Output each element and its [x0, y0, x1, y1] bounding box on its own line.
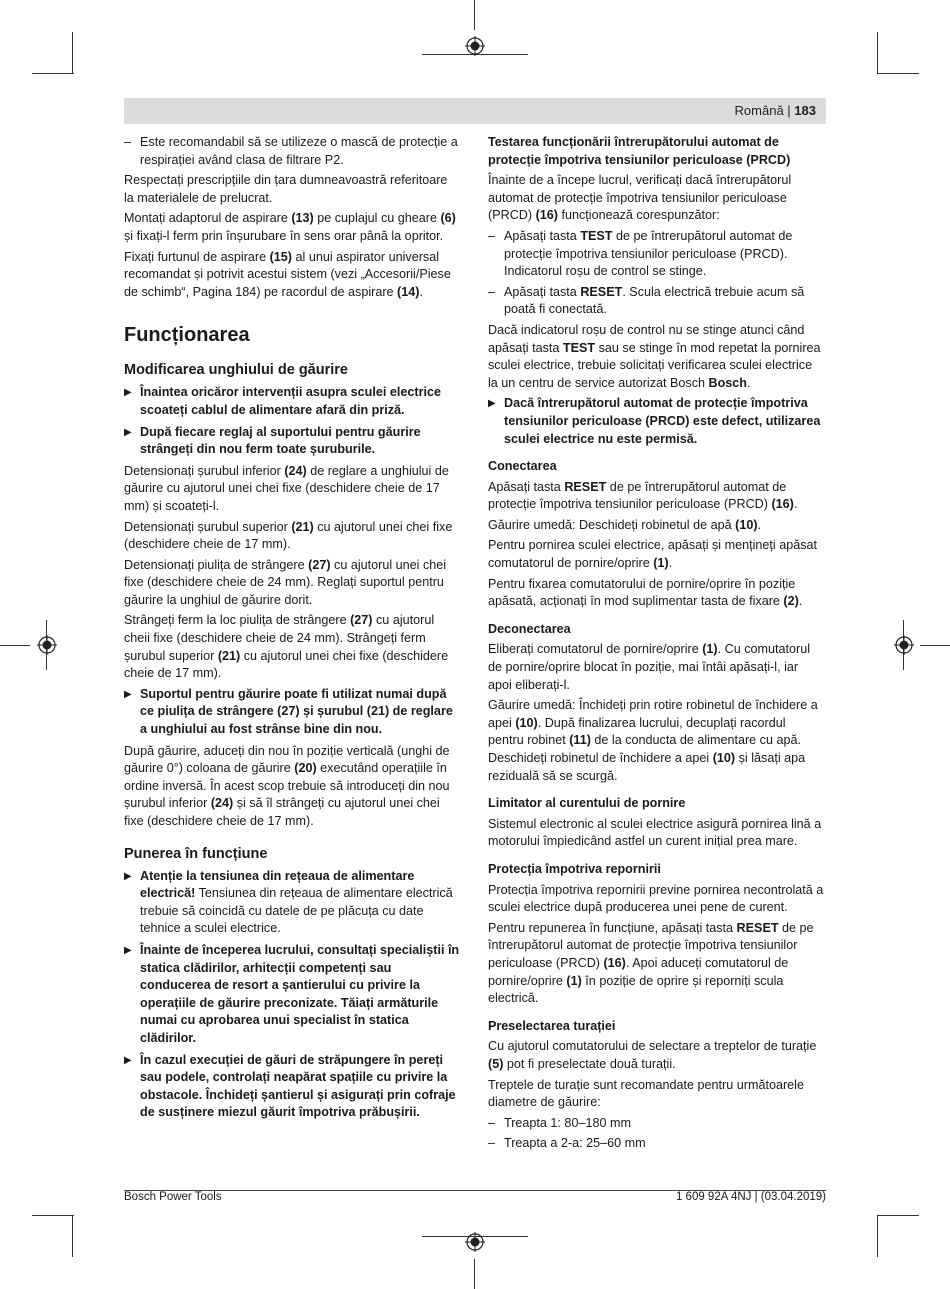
dash-item: – Apăsați tasta RESET. Scula electrică trebuie acum să poată fi conectată.: [488, 284, 805, 317]
registration-mark-icon: [465, 1232, 485, 1252]
arrow-icon: ▶: [124, 944, 132, 956]
left-column: [124, 134, 460, 1126]
registration-mark-icon: [37, 635, 57, 655]
crop-mark: [32, 1215, 74, 1216]
crop-mark: [0, 645, 30, 646]
dash-item: – Treapta a 2-a: 25–60 mm: [488, 1135, 824, 1153]
paragraph: Sistemul electronic al sculei electrice asigură pornirea lină a motorului împiedicând astfel un curent inițial prea mare.: [488, 816, 822, 849]
paragraph: Găurire umedă: Deschideți robinetul de apă (10).: [488, 517, 762, 532]
dash-marker: –: [124, 135, 132, 149]
paragraph: Fixați furtunul de aspirare (15) al unui aspirator universal recomandat și potrivit acestui sistem (vezi „Accesorii/Piese de schimb“, Pagina 184) pe racordul de aspirare (14).: [124, 249, 451, 299]
crop-mark: [877, 1215, 919, 1216]
crop-mark: [72, 32, 73, 74]
warning-item: ▶ În cazul execuției de găuri de străpungere în pereți sau podele, controlați neapărat spațiile cu privire la obstacole. Închideți șantierul și asigurați prin cofraje de susținere miezul găurit împotriva prăbușirii.: [124, 1052, 456, 1120]
crop-mark: [72, 1215, 73, 1257]
paragraph: Eliberați comutatorul de pornire/oprire (1). Cu comutatorul de pornire/oprire blocat în poziție, mai întâi apăsați-l, iar apoi eliberați-l.: [488, 642, 811, 692]
page-number: 183: [794, 103, 816, 118]
crop-mark: [32, 73, 74, 74]
warning-item: ▶ Înaintea oricăror intervenții asupra sculei electrice scoateți cablul de alimentare afară din priză.: [124, 385, 441, 417]
paragraph: Pentru pornirea sculei electrice, apăsați și mențineți apăsat comutatorul de pornire/oprire (1).: [488, 538, 818, 571]
paragraph: Apăsați tasta RESET de pe întrerupătorul automat de protecție împotriva tensiunilor periculoase (PRCD) (16).: [488, 479, 798, 512]
subsection-title: Punerea în funcțiune: [124, 845, 268, 862]
registration-mark-icon: [894, 635, 914, 655]
paragraph: Găurire umedă: Închideți prin rotire robinetul de închidere a apei (10). După finalizarea lucrului, decuplați racordul pentru robinet (11) de la conducta de alimentare cu apă. Deschideți robinetul de închidere a apei (10) și lăsați apa reziduală să se scurgă.: [488, 698, 818, 783]
paragraph: Montați adaptorul de aspirare (13) pe cuplajul cu gheare (6) și fixați-l ferm prin înșurubare în sens orar până la opritor.: [124, 211, 456, 243]
warning-item: ▶ După fiecare reglaj al suportului pentru găurire strângeți din nou ferm toate șuruburile.: [124, 424, 421, 457]
paragraph: Dacă indicatorul roșu de control nu se stinge atunci când apăsați tasta TEST sau se stinge în mod repetat la pornirea sculei electrice, trebuie solicitați verificarea sculei electrice la un centru de service autorizat Bosch Bosch.: [488, 322, 821, 390]
crop-mark: [877, 32, 878, 74]
right-column: [488, 134, 824, 1156]
header-language: Română: [734, 103, 784, 118]
dash-item: – Apăsați tasta TEST de pe întrerupătorul automat de protecție împotriva tensiunilor periculoase (PRCD). Indicatorul roșu de control se stinge.: [488, 228, 793, 279]
dash-marker: –: [488, 228, 496, 243]
footer-doc-id: 1 609 92A 4NJ | (03.04.2019): [675, 1191, 826, 1203]
subsection-title: Limitator al curentului de pornire: [488, 796, 686, 811]
paragraph: Detensionați șurubul superior (21) cu ajutorul unei chei fixe (deschidere cheie de 17 mm).: [124, 519, 453, 552]
subsection-title: Deconectarea: [488, 621, 571, 636]
arrow-icon: ▶: [488, 398, 496, 410]
dash-marker: –: [488, 1136, 496, 1151]
arrow-icon: ▶: [124, 387, 132, 399]
crop-mark: [920, 645, 950, 646]
dash-text: Este recomandabil să se utilizeze o mască de protecție a respirației având clasa de filtrare P2.: [140, 135, 458, 167]
paragraph: Pentru fixarea comutatorului de pornire/oprire în poziție apăsată, acționați în mod suplimentar tasta de fixare (2).: [488, 576, 803, 609]
paragraph: Protecția împotriva repornirii previne pornirea necontrolată a sculei electrice după producerea unei pene de curent.: [488, 882, 824, 915]
warning-item: ▶ Atenție la tensiunea din rețeaua de alimentare electrică! Tensiunea din rețeaua de alimentare electrică trebuie să coincidă cu datele de pe plăcuța cu date tehnice a sculei electrice.: [124, 868, 453, 936]
subsection-title: Testarea funcționării întrerupătorului automat de protecție împotriva tensiunilor periculoase (PRCD): [488, 135, 791, 167]
arrow-icon: ▶: [124, 426, 132, 438]
warning-item: ▶ Înainte de începerea lucrului, consultați specialiștii în statica clădirilor, arhitecții competenți sau conducerea de resort a șantierului cu privire la operațiile de găurire preconizate. Tăiați armăturile numai cu aprobarea unui specialist în statica clădirilor.: [124, 942, 460, 1045]
page-header: [124, 98, 826, 124]
paragraph: Respectați prescripțiile din țara dumneavoastră referitoare la materialele de prelucrat.: [124, 173, 448, 205]
paragraph: După găurire, aduceți din nou în poziție verticală (unghi de găurire 0°) coloana de găurire (20) executând operațiile în ordine inversă. În acest scop trebuie să introduceți din nou șurubul inferior (24) și să îl strângeți cu ajutorul unei chei fixe (deschidere cheie de 17 mm).: [124, 743, 450, 828]
registration-mark-icon: [465, 36, 485, 56]
paragraph: Înainte de a începe lucrul, verificați dacă întrerupătorul automat de protecție împotriva tensiunilor periculoase (PRCD) (16) funcționează corespunzător:: [488, 173, 792, 223]
paragraph: Detensionați șurubul inferior (24) de reglare a unghiului de găurire cu ajutorul unei chei fixe (deschidere cheie de 17 mm) și scoateți-l.: [124, 463, 449, 513]
crop-mark: [474, 0, 475, 30]
paragraph: Pentru repunerea în funcțiune, apăsați tasta RESET de pe întrerupătorul automat de protecție împotriva tensiunilor periculoase (PRCD) (16). Apoi aduceți comutatorul de pornire/oprire (1) în poziție de oprire și reporniți scula electrică.: [488, 920, 814, 1006]
paragraph: Detensionați piulița de strângere (27) cu ajutorul unei chei fixe (deschidere cheie de 24 mm). Reglați suportul pentru găurire la unghiul de găurire dorit.: [124, 557, 447, 607]
paragraph: Cu ajutorul comutatorului de selectare a treptelor de turație (5) pot fi preselectate două turații.: [488, 1039, 817, 1071]
header-text: Română | 183: [734, 103, 816, 118]
section-title: Funcționarea: [124, 324, 250, 347]
arrow-icon: ▶: [124, 688, 132, 700]
subsection-title: Preselectarea turației: [488, 1018, 616, 1033]
subsection-title: Modificarea unghiului de găurire: [124, 362, 348, 379]
arrow-icon: ▶: [124, 1054, 132, 1066]
subsection-title: Conectarea: [488, 459, 557, 474]
dash-item: [124, 134, 460, 169]
dash-marker: –: [488, 284, 496, 299]
crop-mark: [877, 1215, 878, 1257]
dash-item: – Treapta 1: 80–180 mm: [488, 1115, 824, 1133]
crop-mark: [474, 1259, 475, 1289]
subsection-title: Protecția împotriva repornirii: [488, 861, 661, 876]
dash-marker: –: [488, 1115, 496, 1130]
arrow-icon: ▶: [124, 870, 132, 882]
warning-item: ▶ Dacă întrerupătorul automat de protecție împotriva tensiunilor periculoase (PRCD) este defect, utilizarea sculei electrice nu este permisă.: [488, 396, 821, 446]
paragraph: Treptele de turație sunt recomandate pentru următoarele diametre de găurire:: [488, 1077, 804, 1110]
footer-publisher: Bosch Power Tools: [124, 1191, 222, 1203]
paragraph: Strângeți ferm la loc piulița de strângere (27) cu ajutorul cheii fixe (deschidere cheie de 24 mm). Strângeți ferm șurubul superior (21) cu ajutorul unei chei fixe (deschidere cheie de 17 mm).: [124, 613, 449, 681]
warning-item: ▶ Suportul pentru găurire poate fi utilizat numai după ce piulița de strângere (27) și șurubul (21) de reglare a unghiului au fost strânse bine din nou.: [124, 686, 453, 737]
crop-mark: [877, 73, 919, 74]
